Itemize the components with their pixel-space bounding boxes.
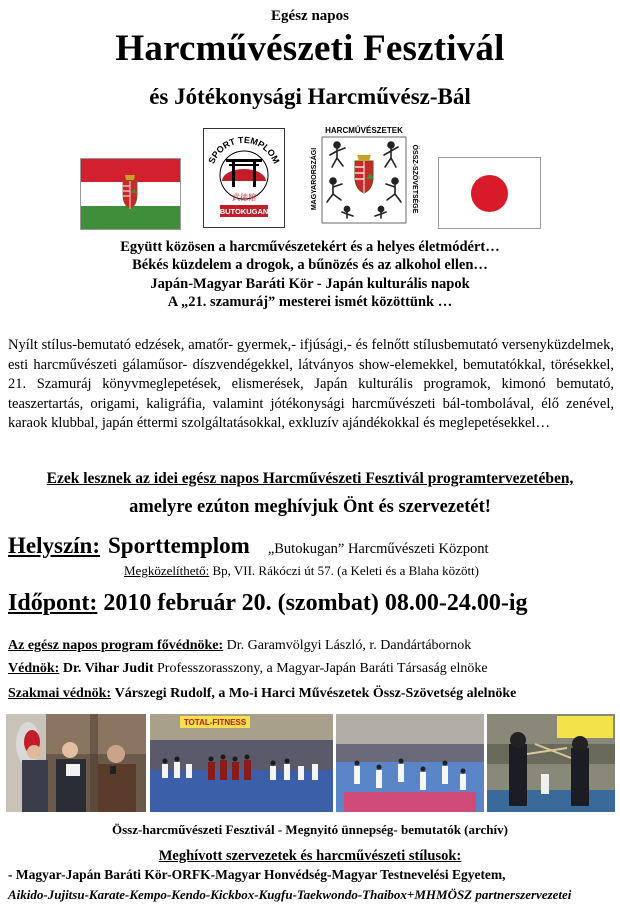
time-line	[8, 590, 528, 617]
federation-top-text: HARCMŰVÉSZETEK	[325, 126, 403, 135]
time-value: 2010 február 20. (szombat) 08.00-24.00-ig	[103, 590, 528, 616]
photo-kendo-match	[487, 714, 615, 812]
temple-bottom-text: BUTOKUGAN	[219, 207, 269, 216]
page-title: Harcművészeti Fesztivál	[115, 28, 505, 69]
program-description: Nyílt stílus-bemutató edzések, amatőr- gyermek,- ifjúsági,- és felnőtt stílusbemutató versenyküzdelmek, esti harcművészeti gálaműsor- díszvendégekkel, látványos show-elemekkel, bemutatókkal, törésekkel, 21. Szamuráj könyvmeglepetések, elismerések, Japán kulturális programok, kimonó bemutató, teaszertartás, origami, kaligráfia, valamint jótékonysági harcművészeti bál-tombolával, élő zenével, karaok klubbal, japán éttermi szolgáltatásokkal, exkluzív ajándékokkal és meglepetésekkel…	[8, 337, 614, 432]
venue-name: Sporttemplom	[108, 533, 250, 558]
patron-label: Védnök:	[8, 661, 60, 676]
japanese-flag-icon	[438, 157, 541, 229]
patron-name: Dr. Vihar Judit	[62, 661, 154, 676]
patron-name: Dr. Garamvölgyi László,	[226, 638, 366, 653]
federation-left-text: MAGYARORSZÁGI	[311, 147, 318, 211]
patron-line	[8, 661, 488, 677]
invitation-line: amelyre ezúton meghívjuk Önt és szervezetét!	[129, 497, 491, 517]
federation-right-text: ÖSSZ-SZÖVETSÉGE	[411, 144, 418, 214]
venue-description: „Butokugan” Harcművészeti Központ	[267, 541, 489, 557]
tagline: Együtt közösen a harcművészetekért és a helyes életmódért…	[120, 239, 500, 255]
access-line	[124, 563, 479, 579]
hungarian-flag-icon	[80, 158, 181, 230]
patron-title: Professzorasszony, a Magyar-Japán Baráti Társaság elnöke	[157, 661, 488, 676]
photo-demonstration-mat	[336, 714, 484, 812]
patron-name: Várszegi Rudolf, a Mo-i Harci Művészetek Össz-Szövetség alelnöke	[114, 686, 517, 701]
patron-label: Szakmai védnök:	[8, 686, 112, 701]
organizations-line: - Magyar-Japán Baráti Kör-ORFK-Magyar Honvédség-Magyar Testnevelési Egyetem,	[8, 867, 506, 882]
organizations-styles: Aikido-Jujitsu-Karate-Kempo-Kendo-Kickbox-Kugfu-Taekwondo-Thaibox+MHMÖSZ partnerszervezetei	[8, 887, 572, 902]
photo-opening-speech	[6, 714, 146, 812]
photo-caption: Össz-harcművészeti Fesztivál - Megnyitó ünnepség- bemutatók (archív)	[112, 822, 508, 837]
venue-line	[8, 533, 488, 559]
coat-of-arms-icon	[121, 173, 139, 213]
tagline: A „21. szamuráj” mesterei ismét közöttünk …	[167, 294, 453, 310]
organizations-title: Meghívott szervezetek és harcművészeti stílusok:	[158, 848, 462, 864]
patron-line	[8, 686, 516, 702]
patron-title: r. Dandártábornok	[369, 638, 472, 653]
sport-templom-logo	[203, 128, 285, 228]
access-value: Bp, VII. Rákóczi út 57. (a Keleti és a Blaha között)	[212, 563, 479, 578]
tagline: Japán-Magyar Baráti Kör - Japán kulturális napok	[150, 276, 470, 292]
patron-line	[8, 638, 471, 654]
tagline: Békés küzdelem a drogok, a bűnözés és az alkohol ellen…	[132, 257, 488, 273]
access-label: Megközelíthető:	[124, 563, 210, 578]
temple-top-text: SPORT TEMPLOM	[206, 134, 282, 166]
time-label: Időpont:	[8, 590, 98, 616]
patron-label: Az egész napos program fővédnöke:	[8, 638, 224, 653]
federation-logo	[307, 123, 421, 227]
temple-kanji-text: 武徳館	[232, 193, 256, 202]
kicker-text: Egész napos	[271, 8, 349, 24]
invitation-line: Ezek lesznek az idei egész napos Harcművészeti Fesztivál programtervezetében,	[46, 470, 574, 487]
photo-hall-lineup	[150, 714, 333, 812]
banner-text: TOTAL-FITNESS	[183, 718, 247, 727]
venue-label: Helyszín:	[8, 533, 100, 558]
page-subtitle: és Jótékonysági Harcművész-Bál	[149, 84, 471, 109]
